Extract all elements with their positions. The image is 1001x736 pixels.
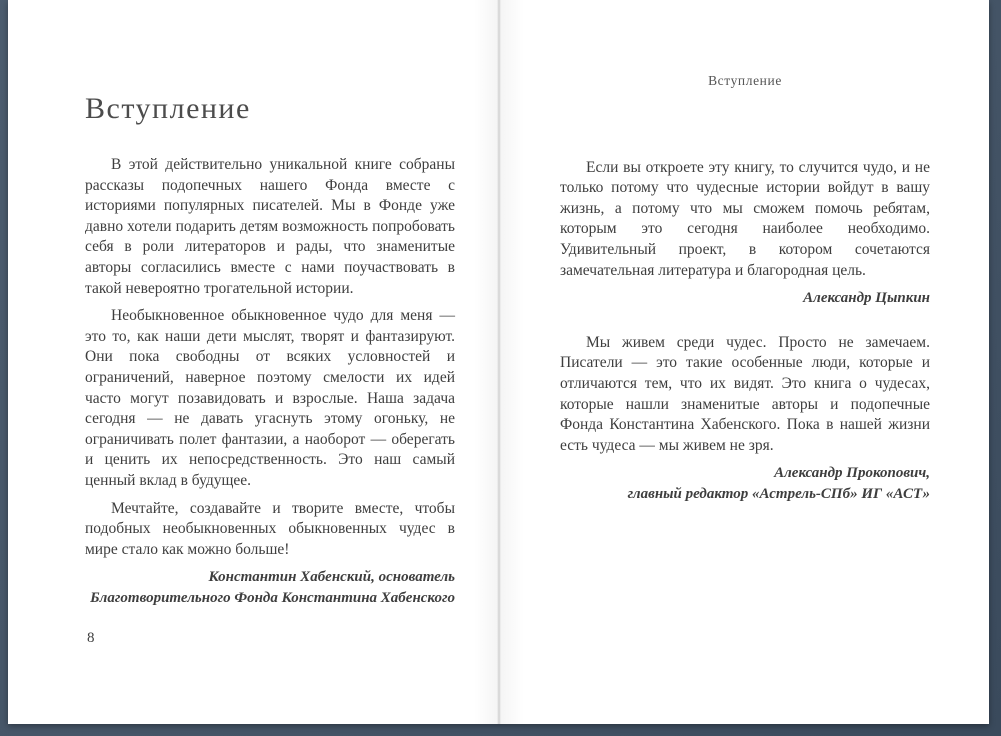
right-page (560, 0, 930, 505)
right-paragraph-1: Если вы откроете эту книгу, то случится чудо, и не только потому что чудесные истории войдут в вашу жизнь, а потому что мы сможем помочь ребятам, которым это сегодня наиболее необходимо. Удивительный проект, в котором сочетаются замечательная литература и благородная цель. (560, 158, 930, 279)
left-page (85, 0, 455, 608)
running-header: Вступление (708, 73, 782, 88)
right-signature-block-1 (560, 288, 930, 309)
signature-line: Константин Хабенский, основатель (208, 569, 455, 586)
page-gutter (474, 0, 524, 724)
chapter-heading: Вступление (85, 92, 251, 125)
signature-line: Александр Цыпкин (803, 290, 930, 307)
right-paragraph-2: Мы живем среди чудес. Просто не замечаем. Писатели — это такие особенные люди, которые и отличаются тем, что их видят. Это книга о чудесах, которые нашли знаменитые авторы и подопечные Фонда Константина Хабенского. Пока в нашей жизни есть чудеса — мы живем не зря. (560, 333, 930, 454)
right-signature-block-2 (560, 463, 930, 504)
signature-line: главный редактор «Астрель-СПб» ИГ «АСТ» (627, 485, 930, 502)
left-paragraph-1: В этой действительно уникальной книге собраны рассказы подопечных нашего Фонда вместе с историями популярных писателей. Мы в Фонде уже давно хотели подарить детям возможность попробовать себя в роли литераторов и рады, что знаменитые авторы согласились вместе с нами поучаствовать в такой невероятно трогательной истории. (85, 156, 455, 297)
page-number: 8 (87, 630, 95, 646)
left-paragraph-3: Мечтайте, создавайте и творите вместе, чтобы подобных необыкновенных обыкновенных чудес в мире стало как можно больше! (85, 499, 455, 558)
signature-line: Александр Прокопович, (774, 465, 930, 482)
left-signature-block (85, 567, 455, 608)
book-spread (8, 0, 989, 724)
left-paragraph-2: Необыкновенное обыкновенное чудо для меня — это то, как наши дети мыслят, творят и фантазируют. Они пока свободны от всяких условностей и ограничений, наверное поэтому смелости их идей часто могут позавидовать и взрослые. Наша задача сегодня — не давать угаснуть этому огоньку, не ограничивать полет фантазии, а наоборот — оберегать и ценить их непосредственность. Это наш самый ценный вклад в будущее. (85, 307, 455, 489)
signature-line: Благотворительного Фонда Константина Хабенского (90, 589, 455, 606)
